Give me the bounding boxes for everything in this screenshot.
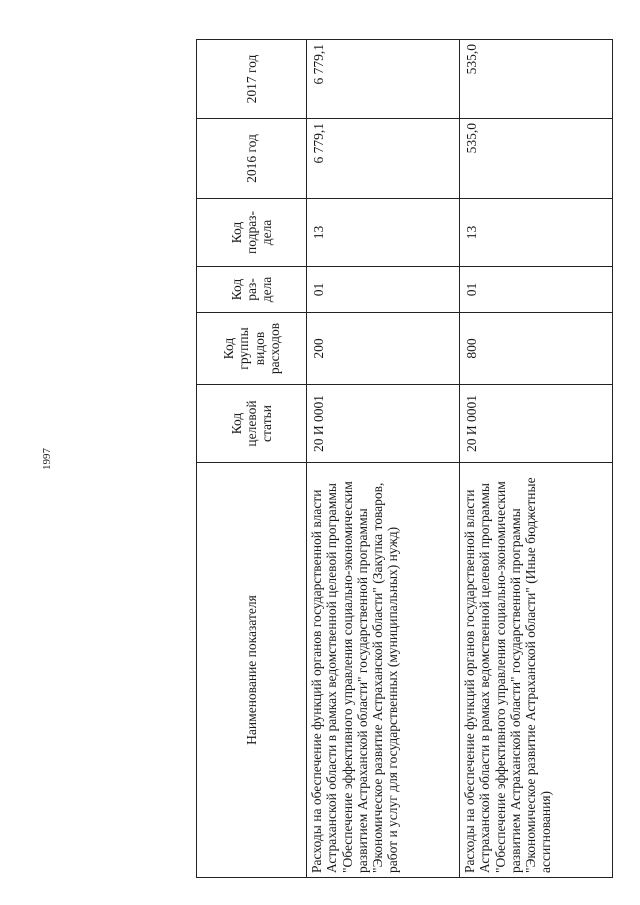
table-row — [307, 40, 460, 878]
row-subsection-code: 13 — [460, 199, 613, 267]
row-section-code: 01 — [307, 267, 460, 313]
row-year-2017: 6 779,1 — [307, 40, 460, 119]
row-year-2017: 535,0 — [460, 40, 613, 119]
row-section-code: 01 — [460, 267, 613, 313]
row-year-2016: 535,0 — [460, 119, 613, 199]
row-name: Расходы на обеспечение функций органов государственной власти Астраханской области в рамках ведомственной целевой программы "Обеспечение эффективного управления социально-экономическим развитием Астраханской области" государственной программы "Экономическое развитие Астраханской области" (Иные бюджетные ассигнования) — [460, 463, 613, 878]
header-expense-group-code: Код группы видов расходов — [197, 313, 307, 385]
row-name: Расходы на обеспечение функций органов государственной власти Астраханской области в рамках ведомственной целевой программы "Обеспечение эффективного управления социально-экономическим развитием Астраханской области" государственной программы "Экономическое развитие Астраханской области" (Закупка товаров, работ и услуг для государственных (муниципальных) нужд) — [307, 463, 460, 878]
row-target-code: 20 И 0001 — [307, 385, 460, 463]
table-row — [460, 40, 613, 878]
header-year-2016: 2016 год — [197, 119, 307, 199]
row-subsection-code: 13 — [307, 199, 460, 267]
header-year-2017: 2017 год — [197, 40, 307, 119]
row-target-code: 20 И 0001 — [460, 385, 613, 463]
page-number: 1997 — [41, 448, 53, 470]
budget-table — [196, 39, 613, 878]
header-subsection-code: Код подраз-дела — [197, 199, 307, 267]
row-expense-group-code: 200 — [307, 313, 460, 385]
header-section-code: Код раз-дела — [197, 267, 307, 313]
header-target-code: Код целевой статьи — [197, 385, 307, 463]
table-header-row — [197, 40, 307, 878]
rotated-table-container — [196, 40, 612, 878]
header-name: Наименование показателя — [197, 463, 307, 878]
row-expense-group-code: 800 — [460, 313, 613, 385]
row-year-2016: 6 779,1 — [307, 119, 460, 199]
